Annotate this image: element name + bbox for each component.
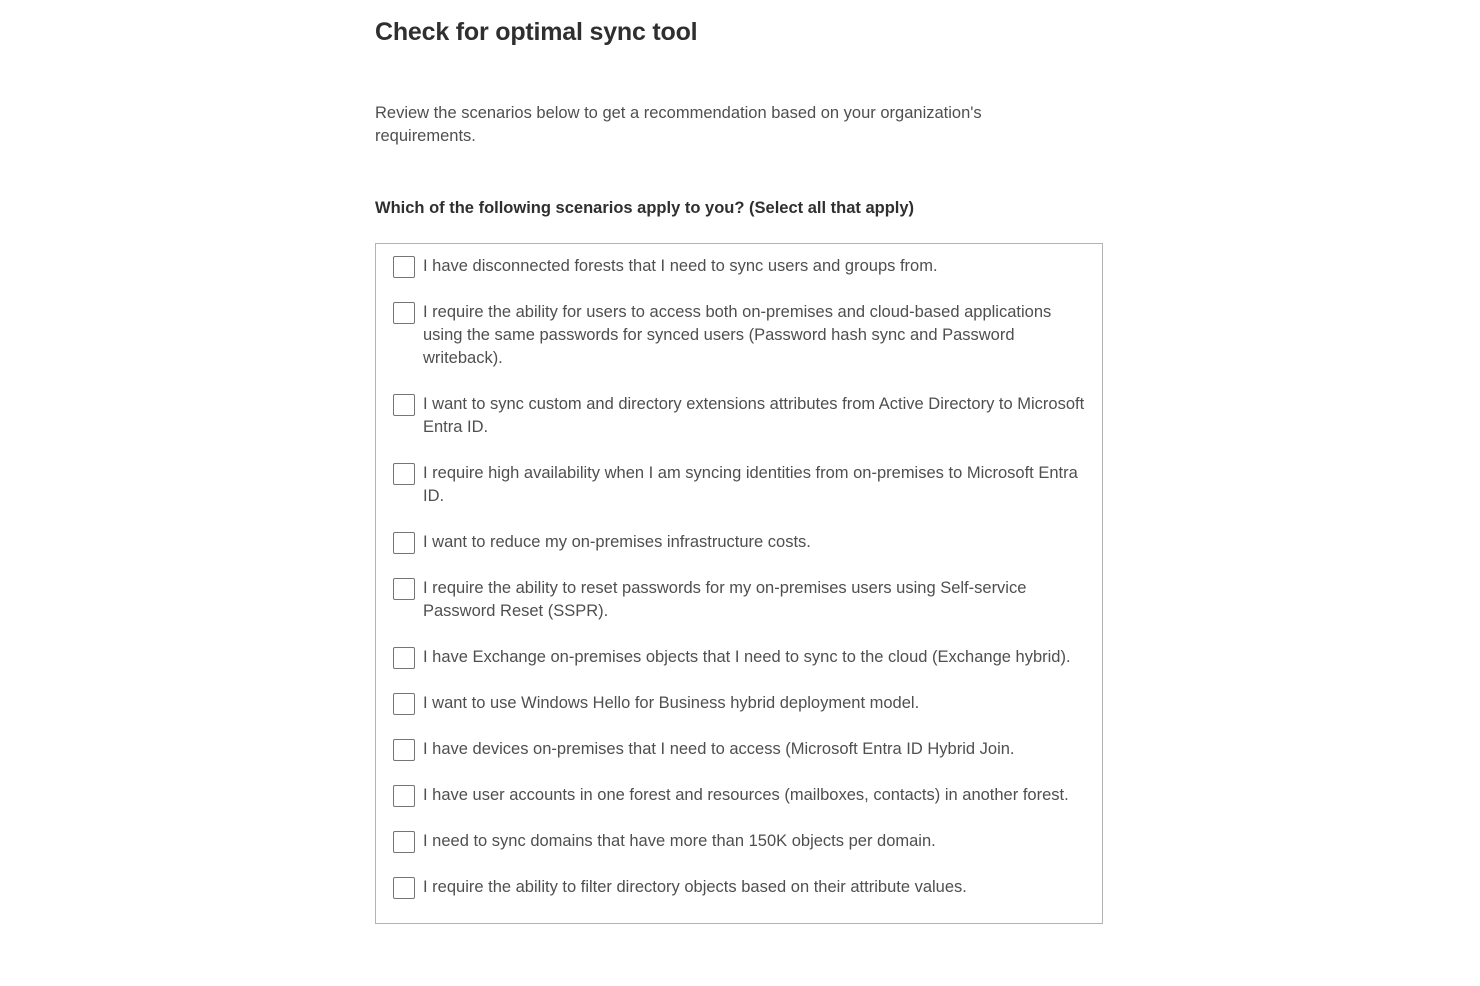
scenario-option-row[interactable]: [393, 255, 1088, 278]
scenario-option-label[interactable]: I have user accounts in one forest and resources (mailboxes, contacts) in another forest.: [423, 786, 1069, 804]
scenario-option-row[interactable]: [393, 301, 1088, 370]
scenario-option-label[interactable]: I want to use Windows Hello for Business hybrid deployment model.: [423, 694, 920, 712]
scenario-option-row[interactable]: [393, 692, 1088, 715]
scenario-checkbox[interactable]: [393, 647, 415, 669]
scenario-option-label[interactable]: I need to sync domains that have more than 150K objects per domain.: [423, 832, 936, 850]
scenario-option-label[interactable]: I want to sync custom and directory extensions attributes from Active Directory to Microsoft Entra ID.: [423, 395, 1085, 436]
scenario-option-label[interactable]: I have Exchange on-premises objects that I need to sync to the cloud (Exchange hybrid).: [423, 648, 1071, 666]
scenario-option-row[interactable]: [393, 830, 1088, 853]
scenario-option-label[interactable]: I require the ability to reset passwords for my on-premises users using Self-service Password Reset (SSPR).: [423, 579, 1027, 620]
scenario-option-label[interactable]: I want to reduce my on-premises infrastructure costs.: [423, 533, 811, 551]
scenario-option-row[interactable]: [393, 738, 1088, 761]
scenario-options-box: [375, 243, 1103, 924]
scenario-option-row[interactable]: [393, 876, 1088, 899]
scenario-checkbox[interactable]: [393, 302, 415, 324]
scenario-option-label[interactable]: I require high availability when I am syncing identities from on-premises to Microsoft Entra ID.: [423, 464, 1078, 505]
scenario-option-row[interactable]: [393, 393, 1088, 439]
scenario-checkbox[interactable]: [393, 578, 415, 600]
scenario-option-row[interactable]: [393, 577, 1088, 623]
scenario-option-label[interactable]: I require the ability for users to access both on-premises and cloud-based applications using the same passwords for synced users (Password hash sync and Password writeback).: [423, 303, 1052, 367]
scenario-option-row[interactable]: [393, 784, 1088, 807]
scenario-checkbox[interactable]: [393, 877, 415, 899]
scenario-checkbox[interactable]: [393, 785, 415, 807]
scenario-option-label[interactable]: I have disconnected forests that I need to sync users and groups from.: [423, 257, 938, 275]
question-label: Which of the following scenarios apply to you? (Select all that apply): [375, 199, 915, 217]
scenario-checkbox[interactable]: [393, 463, 415, 485]
scenario-checkbox[interactable]: [393, 831, 415, 853]
intro-text: Review the scenarios below to get a recommendation based on your organization's requirements.: [375, 104, 982, 145]
scenario-checkbox[interactable]: [393, 394, 415, 416]
scenario-option-row[interactable]: [393, 462, 1088, 508]
scenario-option-row[interactable]: [393, 531, 1088, 554]
scenario-checkbox[interactable]: [393, 256, 415, 278]
scenario-option-label[interactable]: I have devices on-premises that I need to access (Microsoft Entra ID Hybrid Join.: [423, 740, 1015, 758]
sync-tool-checker-panel: [375, 16, 1105, 924]
scenario-checkbox[interactable]: [393, 693, 415, 715]
scenario-checkbox[interactable]: [393, 532, 415, 554]
scenario-checkbox[interactable]: [393, 739, 415, 761]
scenario-option-row[interactable]: [393, 646, 1088, 669]
scenario-option-label[interactable]: I require the ability to filter directory objects based on their attribute values.: [423, 878, 967, 896]
page-title: Check for optimal sync tool: [375, 18, 698, 46]
